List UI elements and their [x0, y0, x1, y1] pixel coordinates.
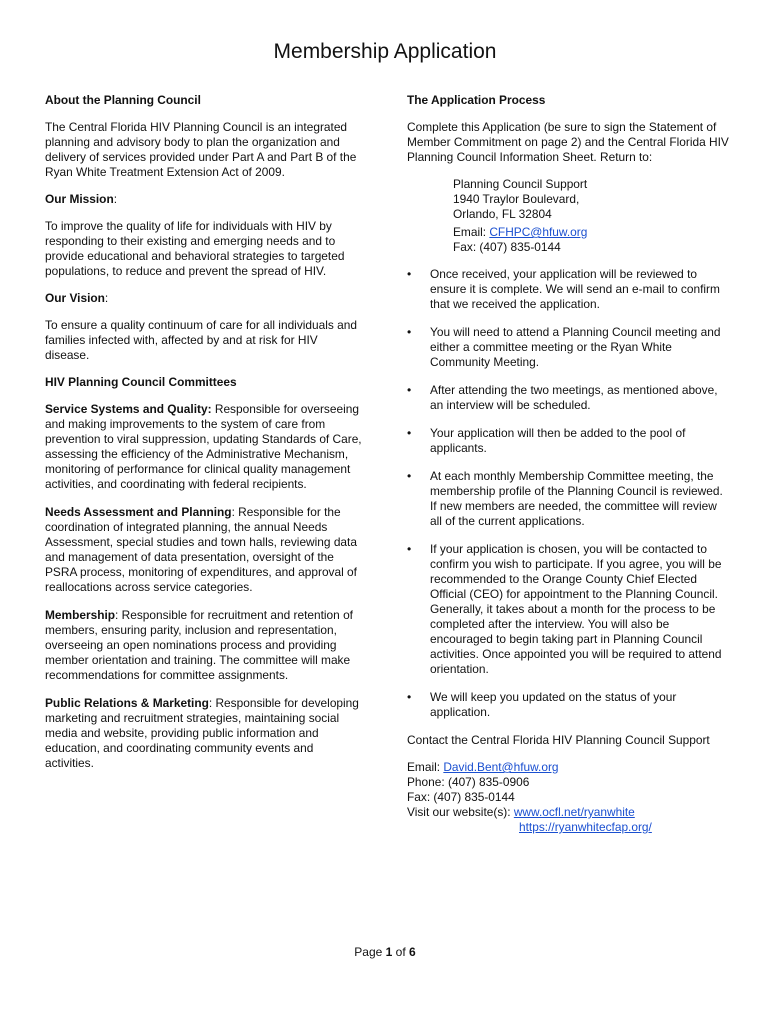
- list-item: • We will keep you updated on the status of your application.: [407, 690, 729, 720]
- website-link-ocfl[interactable]: www.ocfl.net/ryanwhite: [513, 805, 635, 819]
- process-steps-list: [407, 267, 729, 720]
- vision-heading-line: [45, 291, 365, 306]
- right-column: [407, 93, 729, 835]
- vision-heading: Our Vision: [45, 291, 105, 305]
- process-intro: Complete this Application (be sure to sign the Statement of Member Commitment on page 2) and the Central Florida HIV Planning Council Information Sheet. Return to:: [407, 120, 729, 164]
- list-item: • Once received, your application will be reviewed to ensure it is complete. We will send an e-mail to confirm that we received the application.: [407, 267, 729, 312]
- website-link-ryanwhitecfap[interactable]: https://ryanwhitecfap.org/: [519, 820, 652, 834]
- mission-text: To improve the quality of life for individuals with HIV by responding to their existing and emerging needs and to provide educational and behavioral strategies to targeted populations, to reduce and prevent the spread of HIV.: [45, 219, 345, 278]
- address-fax: Fax: (407) 835-0144: [453, 240, 561, 254]
- committee-service-systems: [45, 402, 365, 492]
- page-number: [0, 945, 770, 959]
- list-item: • You will need to attend a Planning Council meeting and either a committee meeting or the Ryan White Community Meeting.: [407, 325, 729, 370]
- committee-text: : Responsible for the coordination of integrated planning, the annual Needs Assessment, special studies and town halls, reviewing data and management of data presentation, oversight of the PSRA process, monitoring of expenditures, and approval of reallocations across service categories.: [45, 505, 357, 594]
- committee-name: Service Systems and Quality:: [45, 402, 212, 416]
- committee-text: Responsible for overseeing and making improvements to the system of care from prevention to viral suppression, updating Standards of Care, assessing the efficiency of the Administrative Mechanism, monitoring of performance for clinical quality management activities, and coordinating with federal recipients.: [45, 402, 362, 491]
- page-of: of: [392, 945, 410, 959]
- mailing-address: [453, 177, 729, 255]
- committee-name: Needs Assessment and Planning: [45, 505, 232, 519]
- address-line-3: Orlando, FL 32804: [453, 207, 552, 221]
- list-item: • After attending the two meetings, as mentioned above, an interview will be scheduled.: [407, 383, 729, 413]
- page-total: 6: [409, 945, 416, 959]
- page-label: Page: [354, 945, 386, 959]
- committee-text: : Responsible for developing marketing and recruitment strategies, maintaining social media and website, providing public information and education, and coordinating community events and activities.: [45, 696, 359, 770]
- address-email-link[interactable]: CFHPC@hfuw.org: [489, 225, 588, 239]
- committee-text: : Responsible for recruitment and retention of members, ensuring parity, inclusion and representation, overseeing an open nominations process and providing member orientation and training. The committee will make recommendations for committee assignments.: [45, 608, 353, 682]
- page-current: 1: [385, 945, 393, 959]
- contact-website-line: [407, 805, 729, 820]
- committee-public-relations: [45, 696, 365, 771]
- committee-needs-assessment: [45, 505, 365, 595]
- contact-intro: Contact the Central Florida HIV Planning Council Support: [407, 733, 710, 747]
- about-text: The Central Florida HIV Planning Council is an integrated planning and advisory body to plan the organization and delivery of services provided under Part A and Part B of the Ryan White Treatment Extension Act of 2009.: [45, 120, 357, 179]
- list-item: • If your application is chosen, you will be contacted to confirm you wish to participate. If you agree, you will be recommended to the Orange County Chief Elected Official (CEO) for appointment to the Planning Council. Generally, it takes about a month for the process to be completed after the interview. You will also be encouraged to begin taking part in Planning Council activities. Once appointed you will be required to attend orientation.: [407, 542, 729, 677]
- left-column: [45, 93, 365, 771]
- mission-heading: Our Mission: [45, 192, 114, 206]
- address-email-line: [453, 225, 729, 240]
- committee-name: Membership: [45, 608, 116, 622]
- process-heading: The Application Process: [407, 93, 546, 107]
- committee-membership: [45, 608, 365, 683]
- mission-heading-line: [45, 192, 365, 207]
- website-line-2: [519, 820, 729, 835]
- contact-phone: Phone: (407) 835-0906: [407, 775, 530, 789]
- website-label: Visit our website(s):: [407, 805, 514, 819]
- contact-email-link[interactable]: David.Bent@hfuw.org: [443, 760, 559, 774]
- committees-heading: HIV Planning Council Committees: [45, 375, 237, 389]
- list-item: • At each monthly Membership Committee meeting, the membership profile of the Planning Council is reviewed. If new members are needed, the committee will review all of the current applications.: [407, 469, 729, 529]
- contact-email-line: [407, 760, 729, 775]
- contact-email-label: Email:: [407, 760, 444, 774]
- contact-fax: Fax: (407) 835-0144: [407, 790, 515, 804]
- address-line-1: Planning Council Support: [453, 177, 588, 191]
- committee-name: Public Relations & Marketing: [45, 696, 209, 710]
- document-title: Membership Application: [273, 40, 497, 63]
- address-email-label: Email:: [453, 225, 490, 239]
- address-line-2: 1940 Traylor Boulevard,: [453, 192, 580, 206]
- about-heading: About the Planning Council: [45, 93, 201, 107]
- vision-text: To ensure a quality continuum of care for all individuals and families infected with, affected by and at risk for HIV disease.: [45, 318, 357, 362]
- vision-colon: :: [104, 291, 109, 305]
- mission-colon: :: [113, 192, 118, 206]
- list-item: • Your application will then be added to the pool of applicants.: [407, 426, 729, 456]
